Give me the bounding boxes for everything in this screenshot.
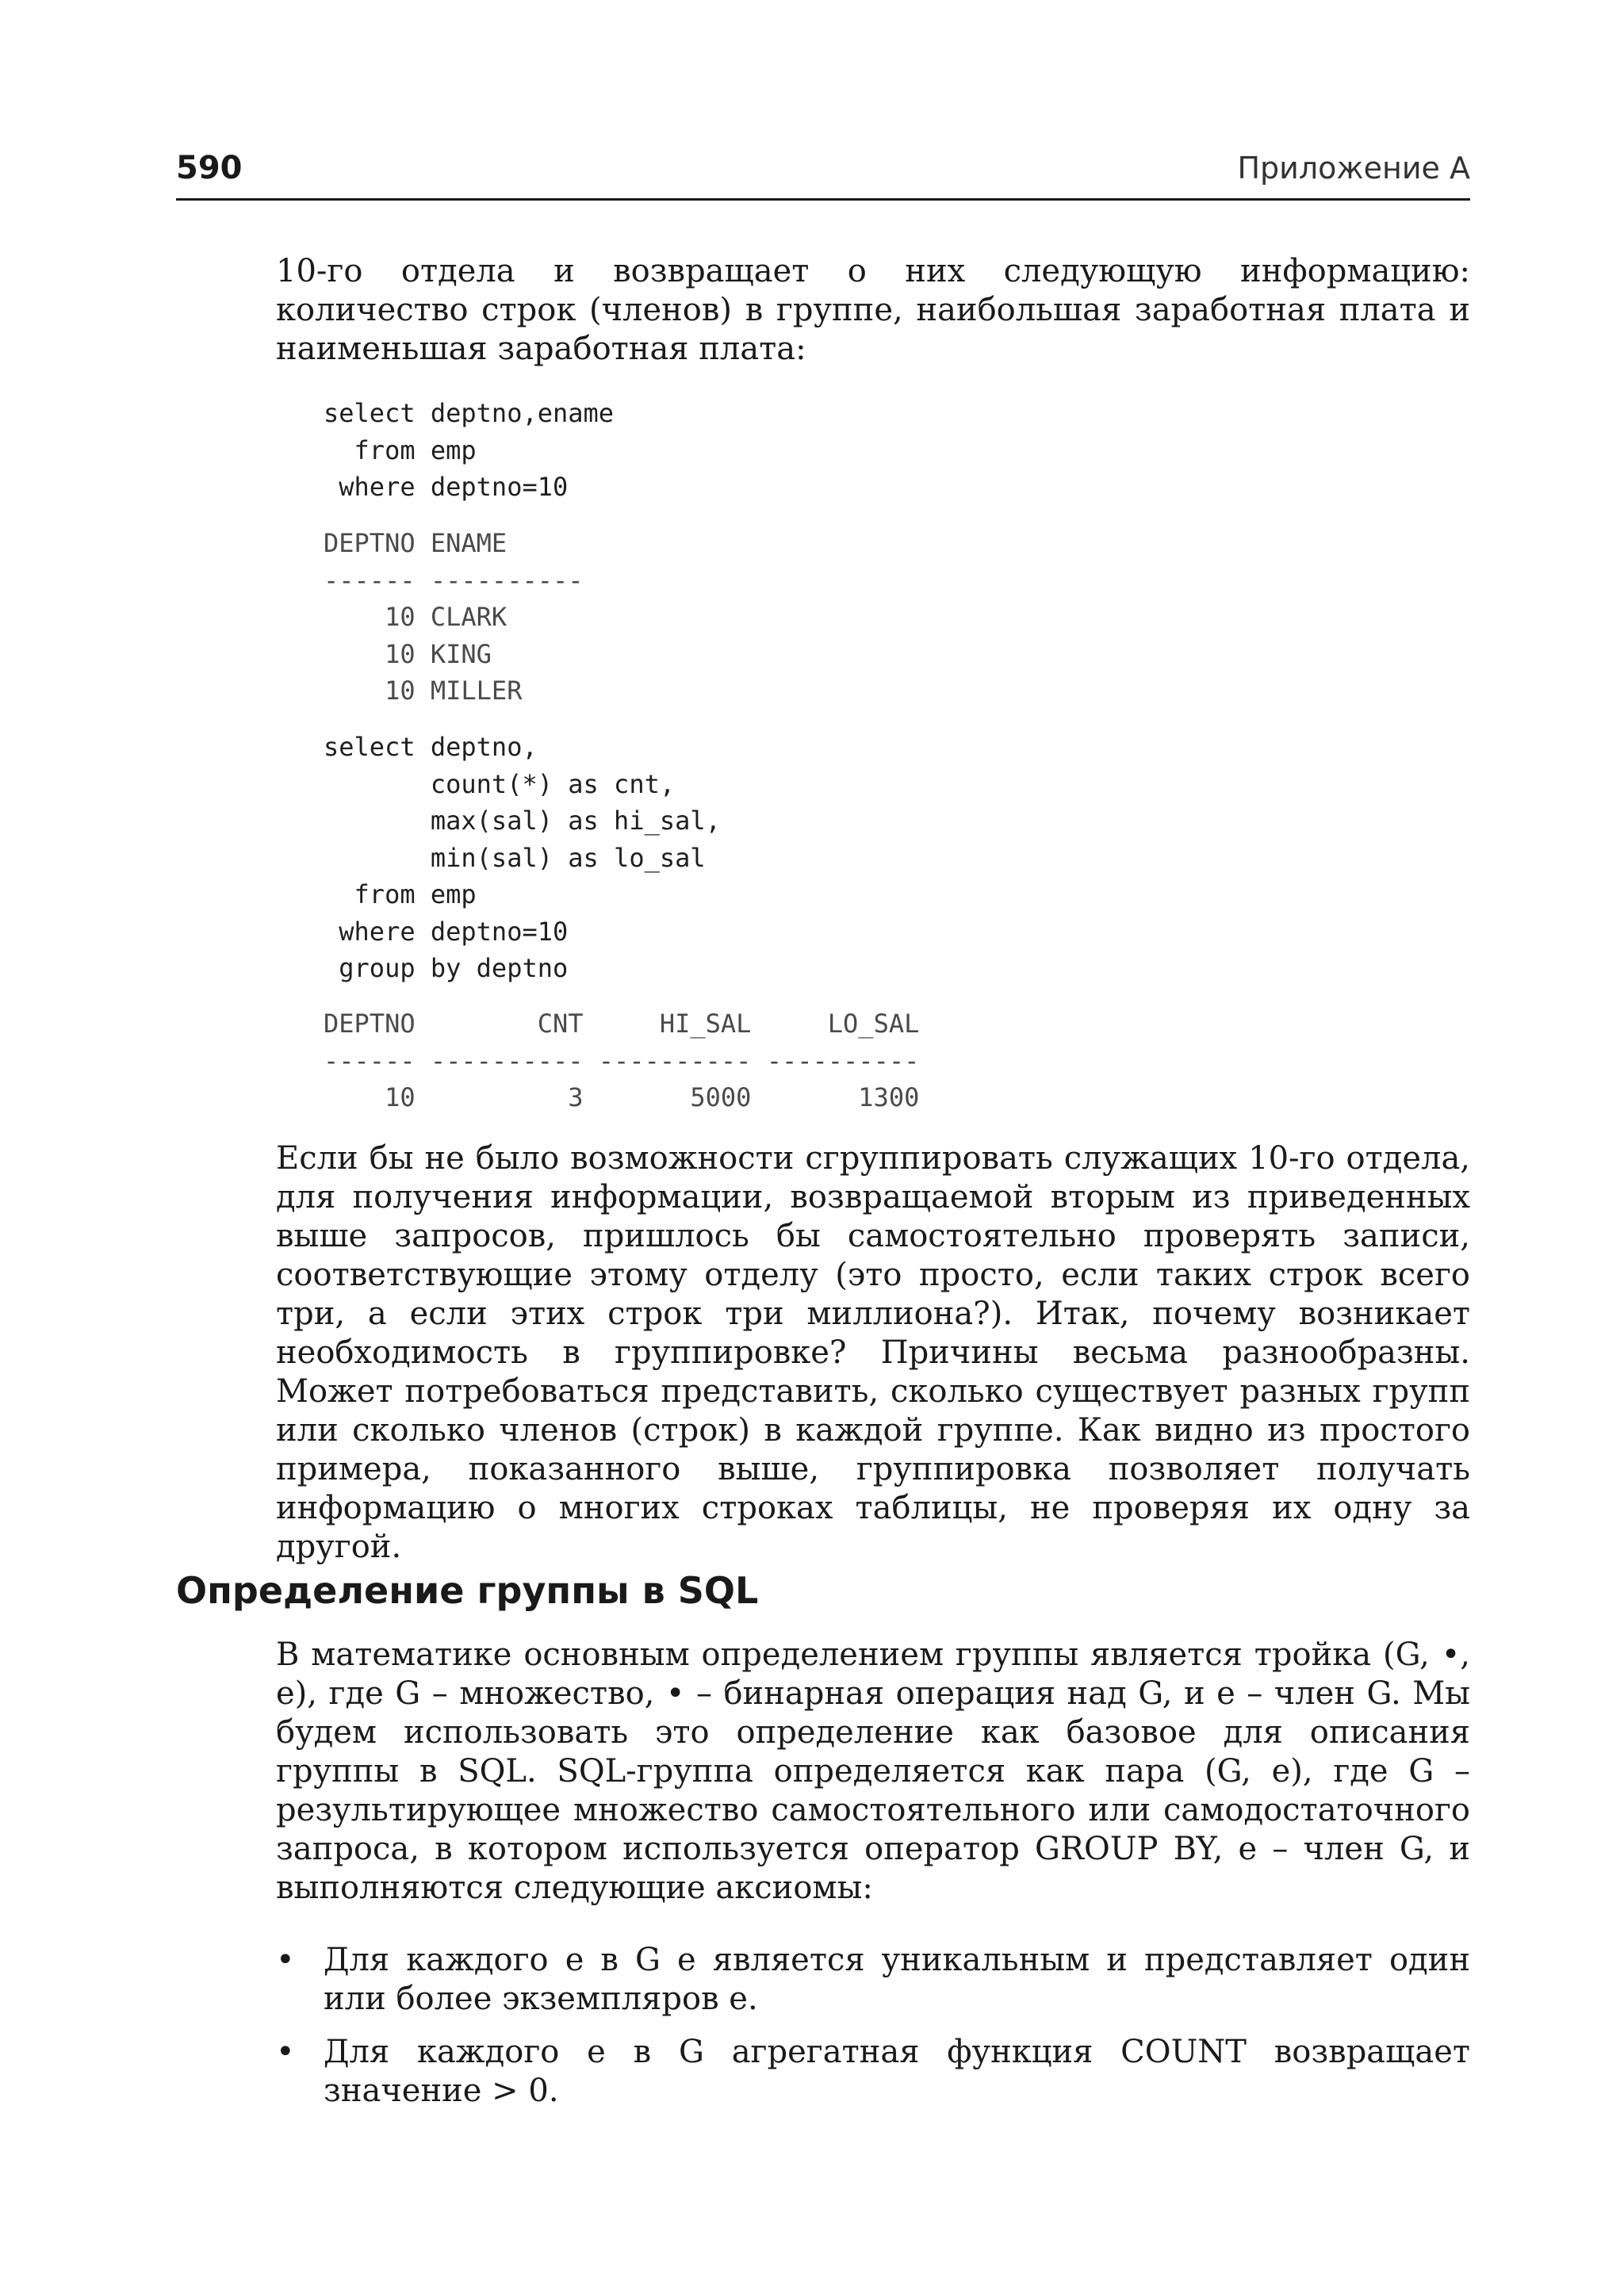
axiom-list [276,1941,1470,2125]
code-result-ename: DEPTNO ENAME ------ ---------- 10 CLARK 10 KING 10 MILLER [324,528,584,706]
page-number: 590 [176,150,243,186]
header-rule [176,198,1470,201]
section-heading: Определение группы в SQL [176,1569,759,1612]
list-item [276,1941,1470,2019]
running-head: Приложение А [1237,151,1470,186]
list-item-text: Для каждого e в G e является уникальным и представляет один или более экземпляров e. [324,1942,1470,2017]
bullet-icon: • [276,2034,295,2070]
bullet-icon: • [276,1942,295,1978]
list-item [276,2033,1470,2111]
code-query-group-by: select deptno, count(*) as cnt, max(sal) as hi_sal, min(sal) as lo_sal from emp where deptno=10 group by deptno [324,732,721,983]
code-result-group-by: DEPTNO CNT HI_SAL LO_SAL ------ ---------- ---------- ---------- 10 3 5000 1300 [324,1009,920,1112]
explanation-paragraph: Если бы не было возможности сгруппировать служащих 10-го отдела, для получения информации, возвращаемой вторым из приведенных выше запросов, пришлось бы самостоятельно проверять записи, соответствующие этому отделу (это просто, если таких строк всего три, а если этих строк три миллиона?). Итак, почему возникает необходимость в группировке? Причины весьма разнообразны. Может потребоваться представить, сколько существует разных групп или сколько членов (строк) в каждой группе. Как видно из простого примера, показанного выше, группировка позволяет получать информацию о многих строках таблицы, не проверяя их одну за другой. [276,1140,1470,1565]
section-paragraph: В математике основным определением группы является тройка (G, •, e), где G – множество, • – бинарная операция над G, и e – член G. Мы будем использовать это определение как базовое для описания группы в SQL. SQL-группа определяется как пара (G, e), где G – результирующее множество самостоятельного или самодостаточного запроса, в котором используется оператор GROUP BY, e – член G, и выполняются следующие аксиомы: [276,1636,1470,1906]
page-header [176,147,1470,192]
list-item-text: Для каждого e в G агрегатная функция COUNT возвращает значение > 0. [324,2034,1470,2109]
code-query-select-ename: select deptno,ename from emp where deptno=10 [324,398,615,502]
intro-paragraph: 10-го отдела и возвращает о них следующую информацию: количество строк (членов) в группе, наибольшая заработная плата и наименьшая заработная плата: [276,253,1470,367]
